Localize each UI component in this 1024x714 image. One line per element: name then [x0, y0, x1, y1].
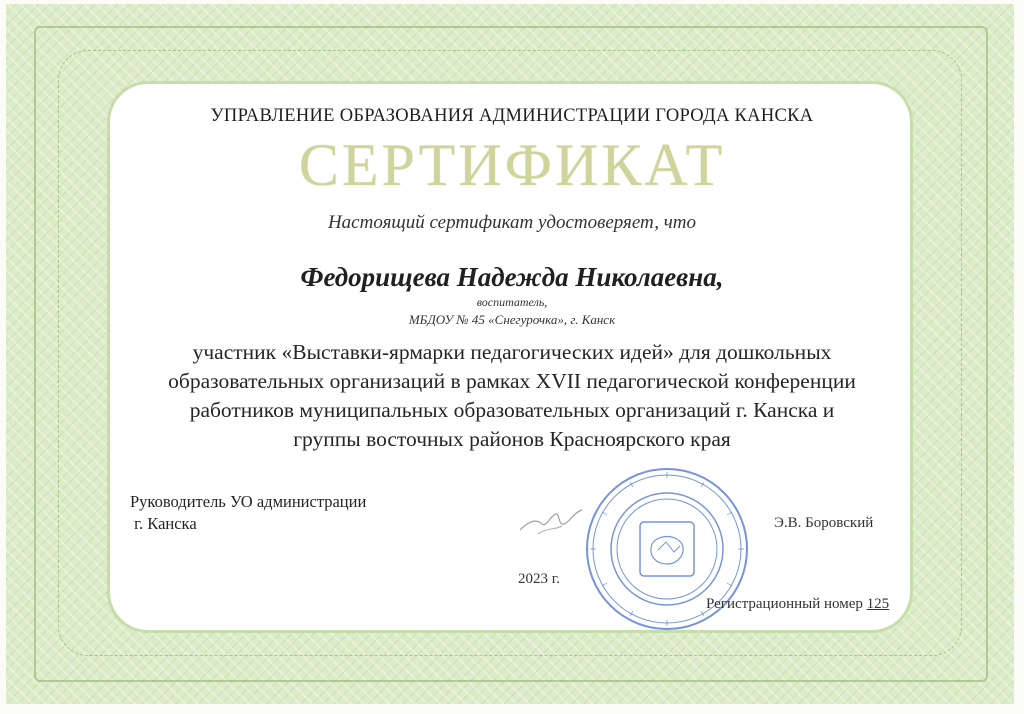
recipient-organization: МБДОУ № 45 «Снегурочка», г. Канск: [408, 312, 616, 327]
certificate-title: СЕРТИФИКАТ: [298, 132, 726, 198]
description-line: участник «Выставки-ярмарки педагогических идей» для дошкольных: [192, 340, 832, 364]
intro-text: Настоящий сертификат удостоверяет, что: [327, 212, 697, 233]
certificate-description: [0, 338, 1024, 454]
registration-number: [706, 596, 889, 613]
signer-title-line: Руководитель УО администрации: [130, 492, 367, 511]
registration-label: Регистрационный номер: [706, 596, 863, 612]
description-line: образовательных организаций в рамках XVII педагогической конференции: [168, 369, 856, 393]
recipient-name: Федорищева Надежда Николаевна,: [300, 262, 724, 292]
registration-number-value: 125: [866, 596, 890, 612]
signer-title: [130, 491, 366, 535]
description-line: группы восточных районов Красноярского края: [293, 427, 731, 451]
recipient-position: воспитатель,: [476, 295, 548, 309]
description-line: работников муниципальных образовательных организаций г. Канска и: [189, 398, 835, 422]
signer-name: Э.В. Боровский: [774, 515, 874, 531]
issuing-organization: УПРАВЛЕНИЕ ОБРАЗОВАНИЯ АДМИНИСТРАЦИИ ГОРОДА КАНСКА: [210, 106, 814, 126]
handwritten-signature-icon: [516, 500, 586, 540]
issue-year: 2023 г.: [518, 571, 560, 587]
signer-title-line: г. Канска: [130, 514, 197, 533]
